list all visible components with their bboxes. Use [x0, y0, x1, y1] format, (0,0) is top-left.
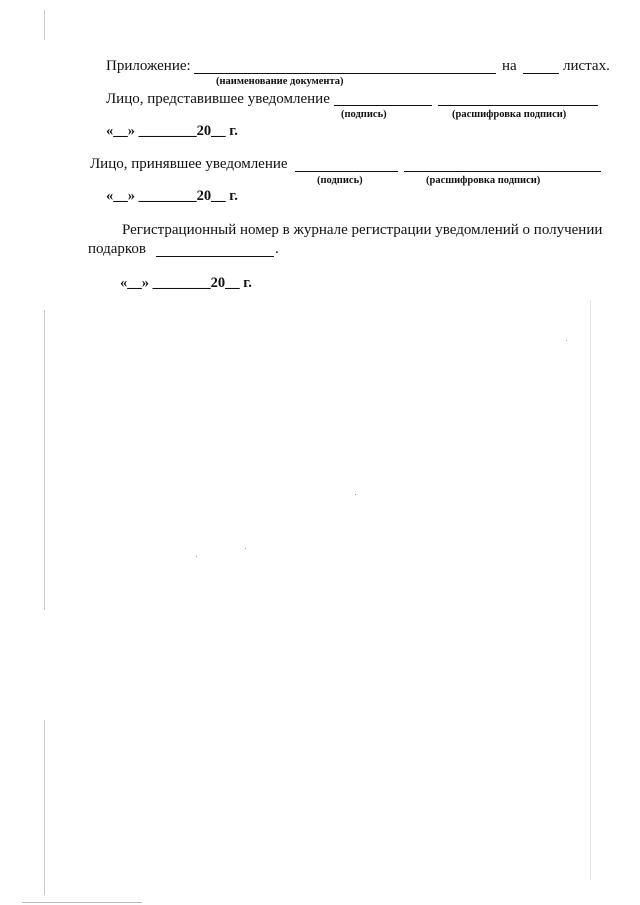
receiver-decoding-line	[404, 171, 601, 172]
submitter-date: «__» ________20__ г.	[106, 123, 238, 139]
submitter-signature-line	[334, 105, 432, 106]
attachment-caption: (наименование документа)	[216, 76, 344, 87]
receiver-signature-caption: (подпись)	[317, 175, 363, 186]
receiver-decoding-caption: (расшифровка подписи)	[426, 175, 541, 186]
attachment-sheets-label: листах.	[563, 58, 610, 74]
attachment-document-line	[194, 73, 496, 74]
scan-edge-line	[44, 720, 45, 895]
submitter-label: Лицо, представившее уведомление	[106, 91, 330, 107]
registration-text-period: .	[275, 241, 279, 257]
receiver-date: «__» ________20__ г.	[106, 188, 238, 204]
scan-speck	[566, 340, 567, 341]
registration-text-line1: Регистрационный номер в журнале регистрации уведомлений о получении	[122, 222, 603, 238]
attachment-sheets-count-line	[523, 73, 559, 74]
registration-date: «__» ________20__ г.	[120, 275, 252, 291]
attachment-on-label: на	[502, 58, 517, 74]
submitter-decoding-line	[438, 105, 598, 106]
submitter-signature-caption: (подпись)	[341, 109, 387, 120]
scan-speck	[196, 556, 197, 557]
scan-speck	[245, 548, 246, 549]
scan-edge-line	[44, 310, 45, 610]
attachment-label: Приложение:	[106, 58, 191, 74]
registration-text-line2: подарков	[88, 241, 146, 257]
submitter-decoding-caption: (расшифровка подписи)	[452, 109, 567, 120]
receiver-signature-line	[295, 171, 398, 172]
scan-speck	[355, 494, 356, 495]
registration-number-line	[156, 256, 274, 257]
scan-edge-line	[22, 902, 142, 903]
receiver-label: Лицо, принявшее уведомление	[90, 156, 288, 172]
scan-edge-line	[590, 300, 591, 880]
scan-edge-line	[44, 10, 45, 40]
